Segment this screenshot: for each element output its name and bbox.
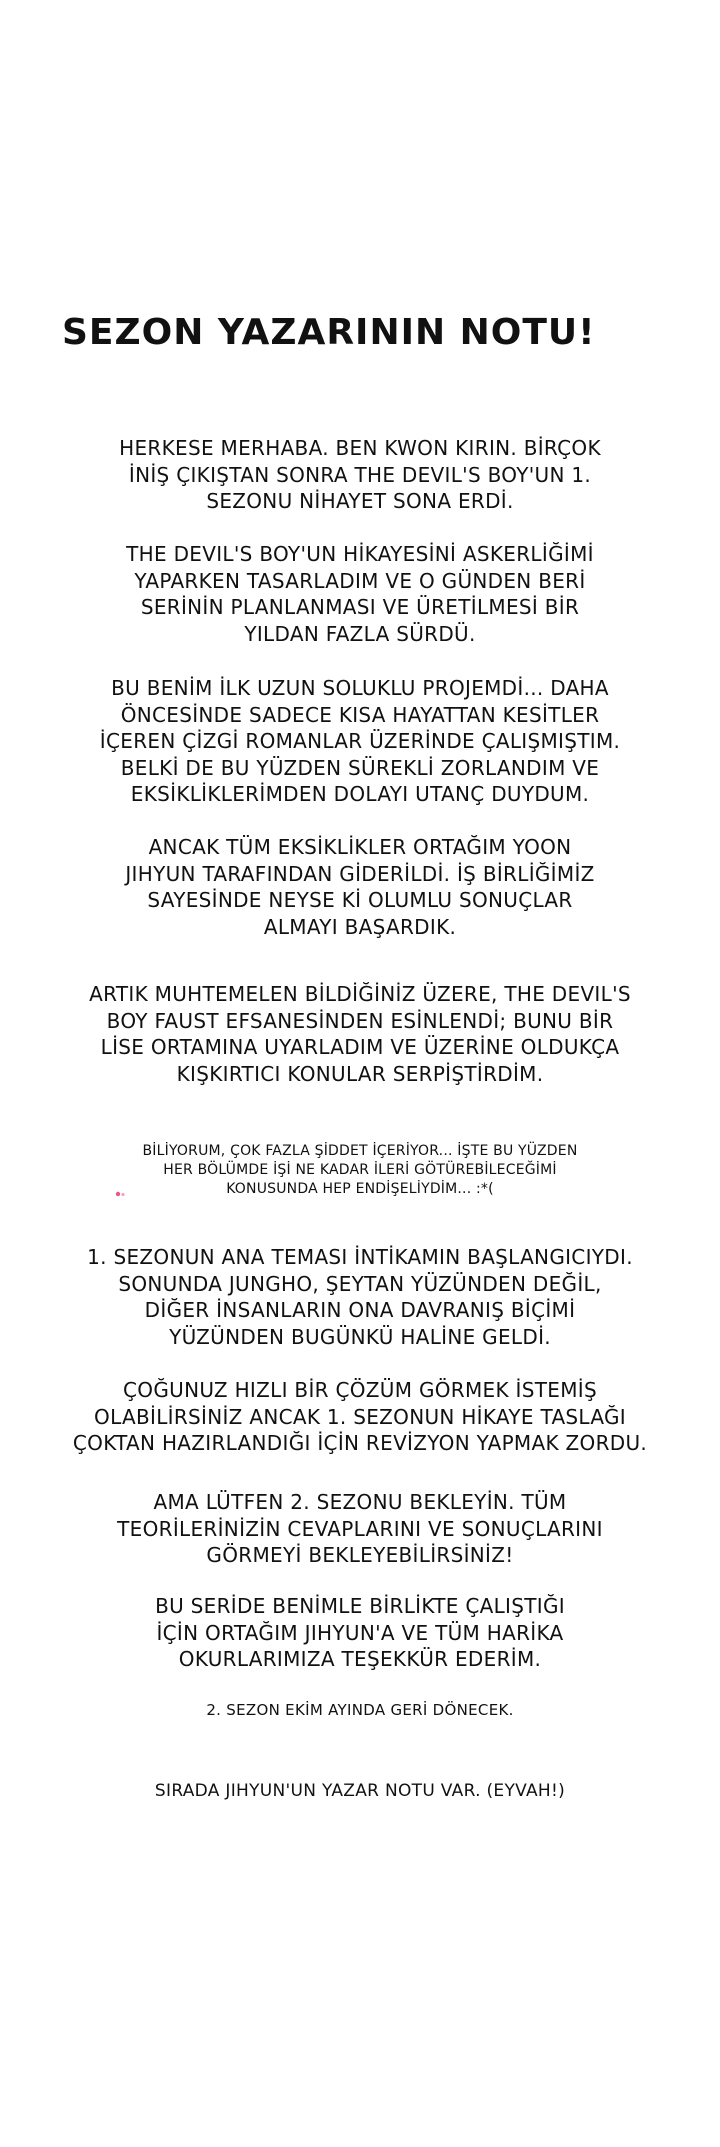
heart-doodle-icon <box>114 1190 128 1198</box>
paragraph-thanks: BU SERİDE BENİMLE BİRLİKTE ÇALIŞTIĞI İÇİN ORTAĞIM JIHYUN'A VE TÜM HARİKA OKURLARIMIZA TEŞEKKÜR EDERİM. <box>155 1594 565 1671</box>
page-title: SEZON YAZARININ NOTU! <box>62 312 596 353</box>
paragraph-first-project: BU BENİM İLK UZUN SOLUKLU PROJEMDİ... DAHA ÖNCESİNDE SADECE KISA HAYATTAN KESİTLER İÇEREN ÇİZGİ ROMANLAR ÜZERİNDE ÇALIŞMIŞTIM. BELKİ DE BU YÜZDEN SÜREKLİ ZORLANDIM VE EKSİKLİKLERİMDEN DOLAYI UTANÇ DUYDUM. <box>99 676 621 806</box>
paragraph-revision: ÇOĞUNUZ HIZLI BİR ÇÖZÜM GÖRMEK İSTEMİŞ OLABİLİRSİNİZ ANCAK 1. SEZONUN HİKAYE TASLAĞI ÇOKTAN HAZIRLANDIĞI İÇİN REVİZYON YAPMAK ZORDU. <box>72 1378 648 1455</box>
paragraph-faust-inspiration: ARTIK MUHTEMELEN BİLDİĞİNİZ ÜZERE, THE DEVIL'S BOY FAUST EFSANESİNDEN ESİNLENDİ; BUNU BİR LİSE ORTAMINA UYARLADIM VE ÜZERİNE OLDUKÇA KIŞKIRTICI KONULAR SERPİŞTİRDİM. <box>89 982 631 1086</box>
paragraph-violence-note: BİLİYORUM, ÇOK FAZLA ŞİDDET İÇERİYOR... İŞTE BU YÜZDEN HER BÖLÜMDE İŞİ NE KADAR İLERİ GÖTÜREBİLECEĞİMİ KONUSUNDA HEP ENDİŞELİYDİM... :*( <box>142 1143 578 1197</box>
paragraph-next-note: SIRADA JIHYUN'UN YAZAR NOTU VAR. (EYVAH!) <box>154 1781 566 1801</box>
paragraph-season-theme: 1. SEZONUN ANA TEMASI İNTİKAMIN BAŞLANGICIYDI. SONUNDA JUNGHO, ŞEYTAN YÜZÜNDEN DEĞİL, DİĞER İNSANLARIN ONA DAVRANIŞ BİÇİMİ YÜZÜNDEN BUGÜNKÜ HALİNE GELDİ. <box>87 1245 633 1349</box>
paragraph-return-date: 2. SEZON EKİM AYINDA GERİ DÖNECEK. <box>206 1701 514 1719</box>
paragraph-partner: ANCAK TÜM EKSİKLİKLER ORTAĞIM YOON JIHYUN TARAFINDAN GİDERİLDİ. İŞ BİRLİĞİMİZ SAYESİNDE NEYSE Kİ OLUMLU SONUÇLAR ALMAYI BAŞARDIK. <box>125 835 595 939</box>
paragraph-greeting: HERKESE MERHABA. BEN KWON KIRIN. BİRÇOK İNİŞ ÇIKIŞTAN SONRA THE DEVIL'S BOY'UN 1. SEZONU NİHAYET SONA ERDİ. <box>119 436 601 513</box>
paragraph-season-two: AMA LÜTFEN 2. SEZONU BEKLEYİN. TÜM TEORİLERİNİZİN CEVAPLARINI VE SONUÇLARINI GÖRMEYİ BEKLEYEBİLİRSİNİZ! <box>117 1490 603 1567</box>
paragraph-story-origin: THE DEVIL'S BOY'UN HİKAYESİNİ ASKERLİĞİMİ YAPARKEN TASARLADIM VE O GÜNDEN BERİ SERİNİN PLANLANMASI VE ÜRETİLMESİ BİR YILDAN FAZLA SÜRDÜ. <box>126 542 594 646</box>
